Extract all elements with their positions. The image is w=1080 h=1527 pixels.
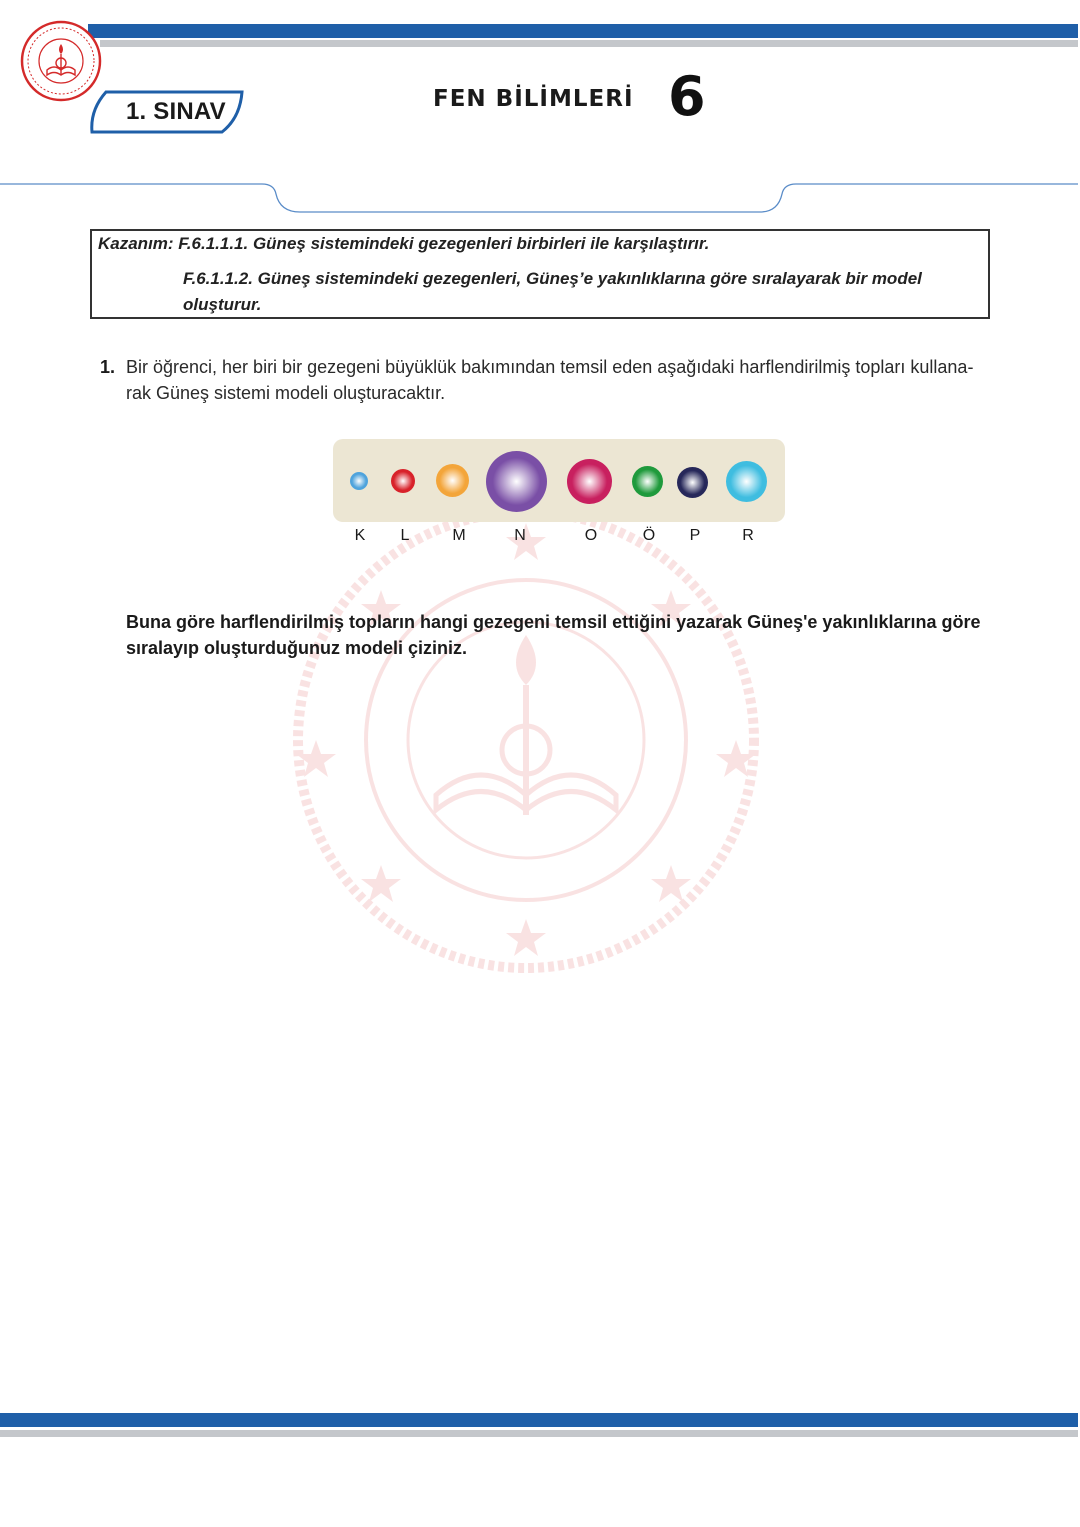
ball-n: [486, 451, 547, 512]
ball-o-umlaut: [632, 466, 663, 497]
instruction-line-2: sıralayıp oluşturduğunuz modeli çiziniz.: [126, 638, 468, 658]
bottom-gray-band: [0, 1430, 1078, 1437]
header-divider-line: [0, 176, 1080, 220]
subject-title: FEN BİLİMLERİ: [433, 86, 634, 112]
top-blue-band: [88, 24, 1078, 38]
top-gray-band: [100, 40, 1078, 47]
ball-label: M: [452, 527, 466, 544]
bottom-blue-band: [0, 1413, 1078, 1427]
ball-p: [677, 467, 708, 498]
instruction-line-1: Buna göre harflendirilmiş topların hangi gezegeni temsil ettiğini yazarak Güneş'e yakınlıklarına göre: [126, 612, 981, 632]
ministry-watermark-seal: [286, 505, 766, 975]
ball-label: L: [400, 527, 410, 544]
ball-r: [726, 461, 767, 502]
ball-label: Ö: [642, 527, 656, 544]
ball-label: K: [354, 527, 366, 544]
ball-m: [436, 464, 469, 497]
question-number: 1.: [100, 357, 116, 377]
learning-outcome-line-1: Kazanım: F.6.1.1.1. Güneş sistemindeki gezegenleri birbirleri ile karşılaştırır.: [98, 234, 710, 253]
ball-label: P: [689, 527, 701, 544]
ball-k: [350, 472, 368, 490]
ball-label: O: [584, 527, 598, 544]
grade-number: 6: [668, 65, 706, 128]
question-text-line-1: Bir öğrenci, her biri bir gezegeni büyüklük bakımından temsil eden aşağıdaki harflendirilmiş topları kullana-: [126, 357, 974, 377]
learning-outcome-line-3: oluşturur.: [183, 295, 262, 314]
learning-outcome-line-2: F.6.1.1.2. Güneş sistemindeki gezegenleri, Güneş’e yakınlıklarına göre sıralayarak bir model: [183, 269, 922, 288]
ball-l: [391, 469, 415, 493]
exam-label: 1. SINAV: [126, 98, 226, 125]
question-text-line-2: rak Güneş sistemi modeli oluşturacaktır.: [126, 383, 446, 403]
ball-label: N: [514, 527, 526, 544]
ball-label: R: [742, 527, 754, 544]
ball-o: [567, 459, 612, 504]
